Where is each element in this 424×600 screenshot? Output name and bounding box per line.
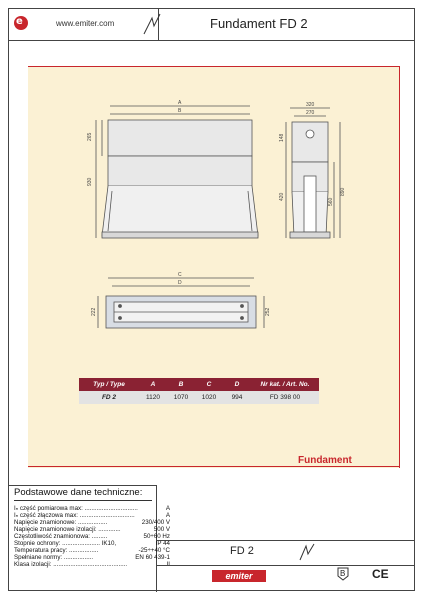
table-cell: 1020 xyxy=(195,391,223,404)
dim-d2: 420 xyxy=(279,192,285,201)
table-header-row xyxy=(79,378,319,391)
table-cell: FD 2 xyxy=(79,391,139,404)
table-cell: 994 xyxy=(223,391,251,404)
spec-row: Temperatura pracy: ................. -25÷+40 °C xyxy=(14,547,170,554)
spec-row: Częstotliwość znamionowa: ......... 50÷60 Hz xyxy=(14,533,170,540)
specs-underline xyxy=(14,500,152,501)
spec-row: Klasa izolacji: ........................................... II xyxy=(14,561,170,568)
dim-222: 222 xyxy=(91,307,97,316)
pen-stroke-icon xyxy=(142,12,162,36)
table-cell: 1070 xyxy=(167,391,195,404)
dim-252: 252 xyxy=(265,307,271,316)
product-name: FD 2 xyxy=(230,545,254,557)
specs-title: Podstawowe dane techniczne: xyxy=(14,487,143,498)
dim-d3: 560 xyxy=(328,197,334,206)
drawing-label: Fundament xyxy=(298,455,352,466)
table-row xyxy=(79,391,319,404)
ce-mark: CE xyxy=(372,567,389,581)
website-url[interactable]: www.emiter.com xyxy=(56,19,115,28)
table-header: D xyxy=(223,378,251,391)
dim-h1: 265 xyxy=(87,132,93,141)
spec-row: Spełniane normy: ................. EN 60 439-1 xyxy=(14,554,170,561)
dim-w1: 320 xyxy=(306,102,315,108)
spec-row: Napięcie znamionowe: ................. 230/400 V xyxy=(14,519,170,526)
table-cell: FD 398 00 xyxy=(251,391,319,404)
table-header: A xyxy=(139,378,167,391)
emiter-logo-icon: e xyxy=(14,16,28,30)
dim-d4: 890 xyxy=(340,187,346,196)
table-header: B xyxy=(167,378,195,391)
dim-d1: 148 xyxy=(279,133,285,142)
technical-drawing xyxy=(28,66,400,396)
spec-row: Iₙ część pomiarowa max: ............................... A xyxy=(14,505,170,512)
front-view xyxy=(96,106,258,238)
spec-row: Iₙ część złączowa max: ................................ A xyxy=(14,512,170,519)
certification-badge-label: B xyxy=(340,569,346,578)
page-title: Fundament FD 2 xyxy=(210,16,308,31)
dim-b: B xyxy=(178,108,182,114)
dimension-table xyxy=(79,378,319,404)
brand-logo: emiter xyxy=(212,570,266,582)
header-divider xyxy=(8,40,415,41)
dim-a: A xyxy=(178,100,182,106)
table-header: Typ / Type xyxy=(79,378,139,391)
dim-h2: 930 xyxy=(87,177,93,186)
product-name-box xyxy=(156,540,415,566)
dim-c: C xyxy=(178,272,182,278)
dim-d: D xyxy=(178,280,182,286)
side-view xyxy=(286,108,340,238)
drawing-bottom-border xyxy=(28,466,400,467)
spec-row: Napięcie znamionowe izolacji: ............. 500 V xyxy=(14,526,170,533)
spec-row: Stopnie ochrony: ...................... IK10, IP 44 xyxy=(14,540,170,547)
table-cell: 1120 xyxy=(139,391,167,404)
table-header: Nr kat. / Art. No. xyxy=(251,378,319,391)
pen-stroke-icon xyxy=(298,542,316,562)
dim-w2: 270 xyxy=(306,110,315,116)
table-header: C xyxy=(195,378,223,391)
